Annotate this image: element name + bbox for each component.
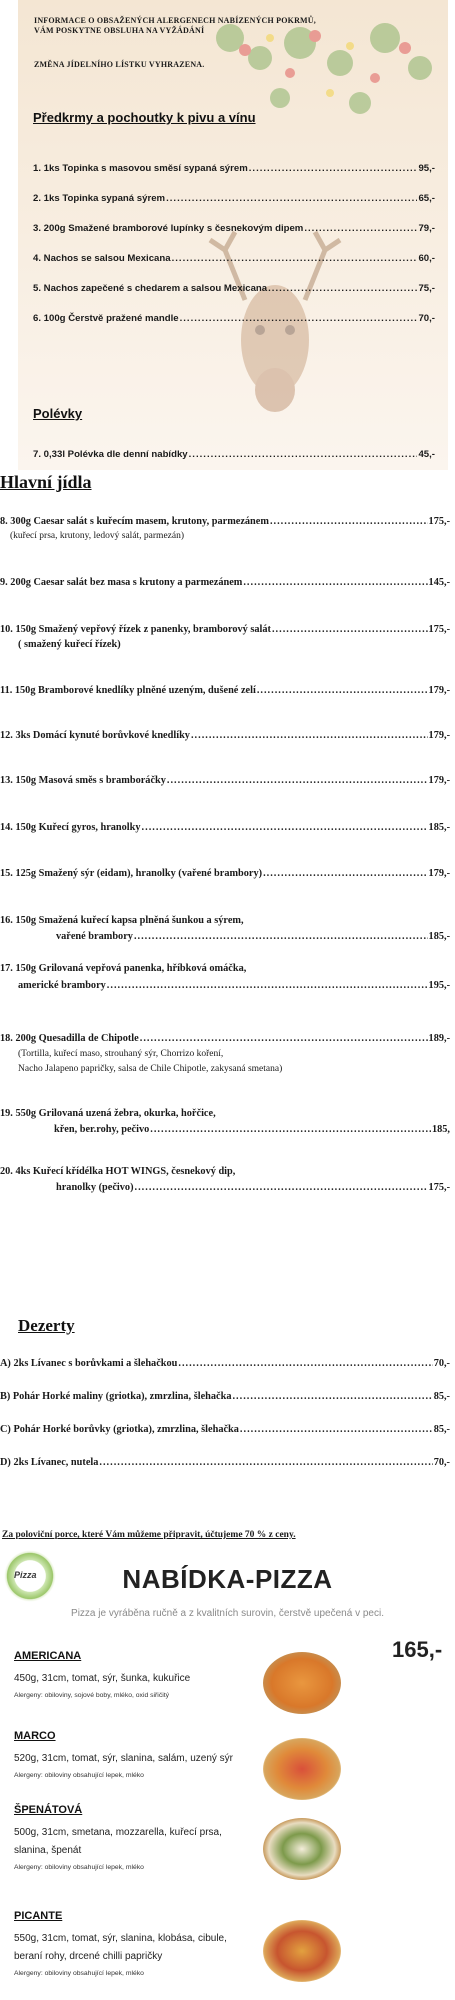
pizza-description-cont: beraní rohy, drcené chilli papričky bbox=[14, 1951, 163, 1962]
pizza-name: AMERICANA bbox=[14, 1650, 82, 1662]
pizza-description: 550g, 31cm, tomat, sýr, slanina, klobása, cibule, bbox=[14, 1933, 227, 1944]
menu-item bbox=[33, 253, 435, 264]
menu-item-price: 175,- bbox=[428, 624, 450, 635]
menu-item-name-cont: hranolky (pečivo) bbox=[56, 1182, 134, 1193]
menu-item-description: ( smažený kuřecí řízek) bbox=[18, 639, 121, 650]
pizza-allergens: Alergeny: obiloviny obsahující lepek, mléko bbox=[14, 1772, 144, 1779]
pizza-americana-photo bbox=[263, 1652, 341, 1714]
menu-item-price: 179,- bbox=[428, 775, 450, 786]
pizza-description: 450g, 31cm, tomat, sýr, šunka, kukuřice bbox=[14, 1673, 191, 1684]
menu-item-name: 15. 125g Smažený sýr (eidam), hranolky (vařené brambory) bbox=[0, 868, 263, 879]
menu-item-price: 79,- bbox=[418, 223, 435, 234]
menu-item bbox=[33, 283, 435, 294]
menu-item-price: 189,- bbox=[428, 1033, 450, 1044]
menu-item bbox=[0, 1033, 450, 1044]
section-title-polevky: Polévky bbox=[33, 406, 83, 421]
menu-item-price: 179,- bbox=[428, 685, 450, 696]
section-title-hlavni-jidla: Hlavní jídla bbox=[0, 472, 92, 492]
half-portion-note: Za poloviční porce, které Vám můžeme připravit, účtujeme 70 % z ceny. bbox=[2, 1530, 296, 1540]
menu-item-price: 185,- bbox=[428, 822, 450, 833]
menu-item-price: 85,- bbox=[433, 1424, 450, 1435]
pizza-description-cont: slanina, špenát bbox=[14, 1845, 82, 1856]
menu-item-name: 10. 150g Smažený vepřový řízek z panenky, bramborový salát bbox=[0, 624, 271, 635]
menu-item-price: 60,- bbox=[418, 253, 435, 264]
menu-item-name-cont: vařené brambory bbox=[56, 931, 133, 942]
pizza-name: MARCO bbox=[14, 1730, 56, 1742]
pizza-intro: Pizza je vyráběna ručně a z kvalitních surovin, čerstvě upečená v peci. bbox=[71, 1608, 384, 1619]
menu-item-price: 45,- bbox=[418, 449, 435, 460]
menu-item-name: 5. Nachos zapečené s chedarem a salsou Mexicana bbox=[33, 283, 268, 294]
menu-item-price: 175,- bbox=[428, 516, 450, 527]
menu-item-price: 145,- bbox=[428, 577, 450, 588]
menu-item bbox=[33, 193, 435, 204]
menu-item-price: 179,- bbox=[428, 730, 450, 741]
menu-item-name: 11. 150g Bramborové knedlíky plněné uzeným, dušené zelí bbox=[0, 685, 256, 696]
pizza-name: PICANTE bbox=[14, 1910, 63, 1922]
menu-item-price: 185, bbox=[431, 1124, 450, 1135]
menu-item-price: 179,- bbox=[428, 868, 450, 879]
menu-item-name: C) Pohár Horké borůvky (griotka), zmrzlina, šlehačka bbox=[0, 1424, 239, 1435]
menu-item-description: Nacho Jalapeno papričky, salsa de Chile Chipotle, zakysaná smetana) bbox=[18, 1064, 283, 1074]
menu-item-name: D) 2ks Lívanec, nutela bbox=[0, 1457, 99, 1468]
menu-item-name: 4. Nachos se salsou Mexicana bbox=[33, 253, 171, 264]
menu-item-name: 13. 150g Masová směs s bramboráčky bbox=[0, 775, 166, 786]
menu-item bbox=[33, 223, 435, 234]
pizza-picante-photo bbox=[263, 1920, 341, 1982]
menu-item-price: 185,- bbox=[428, 931, 450, 942]
menu-item bbox=[0, 1358, 450, 1369]
pizza-item bbox=[14, 1910, 274, 1977]
pizza-allergens: Alergeny: obiloviny obsahující lepek, mléko bbox=[14, 1970, 144, 1977]
menu-item-name: 14. 150g Kuřecí gyros, hranolky bbox=[0, 822, 141, 833]
menu-item-name: 20. 4ks Kuřecí křídélka HOT WINGS, česnekový dip, bbox=[0, 1166, 236, 1177]
menu-item bbox=[0, 730, 450, 741]
menu-item-price: 65,- bbox=[418, 193, 435, 204]
menu-item bbox=[0, 624, 450, 635]
pizza-allergens: Alergeny: obiloviny obsahující lepek, mléko bbox=[14, 1864, 144, 1871]
pizza-item bbox=[14, 1804, 274, 1871]
pizza-marco-photo bbox=[263, 1738, 341, 1800]
menu-item bbox=[33, 449, 435, 460]
menu-item-name: 7. 0,33l Polévka dle denní nabídky bbox=[33, 449, 188, 460]
menu-item bbox=[56, 1182, 450, 1193]
pizza-description: 500g, 31cm, smetana, mozzarella, kuřecí prsa, bbox=[14, 1827, 222, 1838]
menu-item bbox=[56, 931, 450, 942]
menu-item bbox=[0, 1424, 450, 1435]
menu-item-name: 3. 200g Smažené bramborové lupínky s česnekovým dipem bbox=[33, 223, 304, 234]
menu-item bbox=[0, 822, 450, 833]
pizza-name: ŠPENÁTOVÁ bbox=[14, 1804, 83, 1816]
pizza-description: 520g, 31cm, tomat, sýr, slanina, salám, uzený sýr bbox=[14, 1753, 233, 1764]
menu-item-price: 95,- bbox=[418, 163, 435, 174]
pizza-item bbox=[14, 1650, 274, 1699]
menu-item-description: (Tortilla, kuřecí maso, strouhaný sýr, Chorrizo koření, bbox=[18, 1049, 224, 1059]
pizza-heading: NABÍDKA-PIZZA bbox=[122, 1564, 333, 1594]
menu-item-price: 70,- bbox=[433, 1457, 450, 1468]
menu-item-name: 12. 3ks Domácí kynuté borůvkové knedlíky bbox=[0, 730, 190, 741]
pizza-logo-text: Pizza bbox=[14, 1570, 37, 1580]
menu-item bbox=[0, 577, 450, 588]
menu-item bbox=[0, 516, 450, 527]
menu-item bbox=[0, 685, 450, 696]
pizza-allergens: Alergeny: obiloviny, sojové boby, mléko, oxid siřičitý bbox=[14, 1692, 170, 1699]
menu-item-name: 1. 1ks Topinka s masovou směsí sypaná sýrem bbox=[33, 163, 248, 174]
menu-item-name: A) 2ks Lívanec s borůvkami a šlehačkou bbox=[0, 1358, 178, 1369]
section-title-dezerty: Dezerty bbox=[18, 1316, 75, 1335]
menu-item-price: 85,- bbox=[433, 1391, 450, 1402]
pizza-item bbox=[14, 1730, 274, 1779]
flower-decoration-icon bbox=[190, 8, 445, 158]
menu-item-name-cont: americké brambory bbox=[18, 980, 106, 991]
menu-item bbox=[18, 980, 450, 991]
pizza-spenatova-photo bbox=[263, 1818, 341, 1880]
pizza-price: 165,- bbox=[392, 1637, 443, 1662]
menu-item-name-cont: křen, ber.rohy, pečivo bbox=[54, 1124, 150, 1135]
menu-item-name: 16. 150g Smažená kuřecí kapsa plněná šunkou a sýrem, bbox=[0, 915, 244, 926]
menu-item-description: (kuřecí prsa, krutony, ledový salát, parmezán) bbox=[10, 531, 185, 541]
menu-item bbox=[54, 1124, 450, 1135]
menu-item bbox=[33, 313, 435, 324]
menu-item bbox=[0, 868, 450, 879]
menu-item-name: 19. 550g Grilovaná uzená žebra, okurka, hořčice, bbox=[0, 1108, 216, 1119]
menu-item-name: 2. 1ks Topinka sypaná sýrem bbox=[33, 193, 166, 204]
menu-item-name: 18. 200g Quesadilla de Chipotle bbox=[0, 1033, 139, 1044]
change-notice: ZMĚNA JÍDELNÍHO LÍSTKU VYHRAZENA. bbox=[34, 60, 205, 69]
menu-item-price: 195,- bbox=[428, 980, 450, 991]
menu-item-name: 6. 100g Čerstvě pražené mandle bbox=[33, 313, 179, 324]
menu-item bbox=[0, 775, 450, 786]
allergen-notice-cont: VÁM POSKYTNE OBSLUHA NA VYŽÁDÁNÍ bbox=[34, 26, 205, 35]
menu-item-name: 9. 200g Caesar salát bez masa s krutony a parmezánem bbox=[0, 577, 243, 588]
menu-item bbox=[0, 1391, 450, 1402]
menu-item-price: 175,- bbox=[428, 1182, 450, 1193]
menu-item-price: 70,- bbox=[418, 313, 435, 324]
menu-item-name: 17. 150g Grilovaná vepřová panenka, hříbková omáčka, bbox=[0, 963, 247, 974]
menu-item bbox=[0, 1457, 450, 1468]
menu-item-price: 75,- bbox=[418, 283, 435, 294]
menu-item bbox=[33, 163, 435, 174]
menu-item-price: 70,- bbox=[433, 1358, 450, 1369]
menu-item-name: B) Pohár Horké maliny (griotka), zmrzlina, šlehačka bbox=[0, 1391, 232, 1402]
section-title-predkrmy: Předkrmy a pochoutky k pivu a vínu bbox=[33, 110, 256, 125]
menu-item-name: 8. 300g Caesar salát s kuřecím masem, krutony, parmezánem bbox=[0, 516, 269, 527]
allergen-notice: INFORMACE O OBSAŽENÝCH ALERGENECH NABÍZENÝCH POKRMŮ, bbox=[34, 16, 316, 25]
